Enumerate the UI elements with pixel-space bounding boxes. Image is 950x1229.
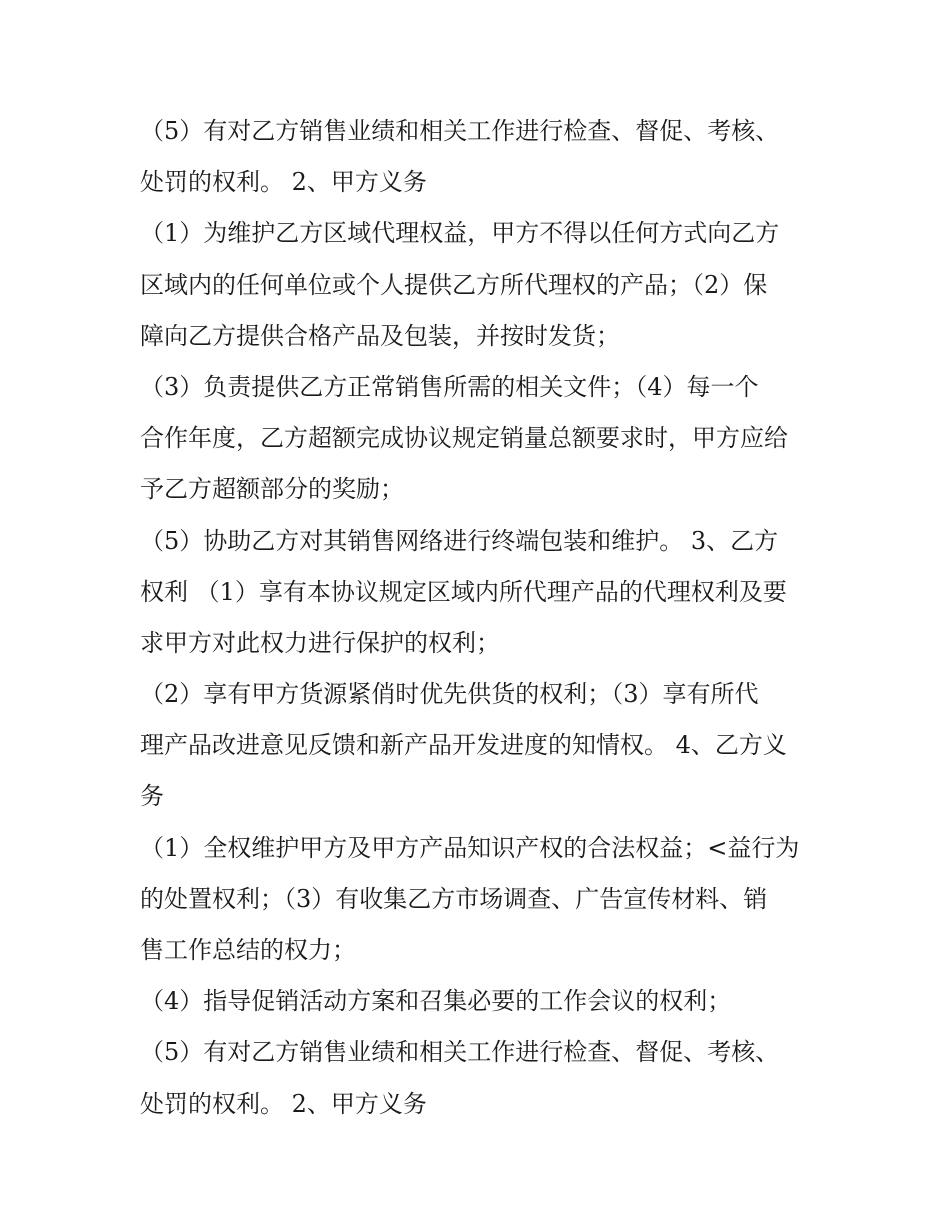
- text-line: 处罚的权利。 2、甲方义务: [140, 168, 427, 197]
- text-line: 的处置权利；（3）有收集乙方市场调查、广告宣传材料、销: [140, 884, 768, 913]
- text-line: 区域内的任何单位或个人提供乙方所代理权的产品；（2）保: [140, 270, 768, 299]
- text-line: （1）为维护乙方区域代理权益，甲方不得以任何方式向乙方: [140, 219, 780, 248]
- text-line: 处罚的权利。 2、甲方义务: [140, 1089, 427, 1118]
- text-line: 合作年度，乙方超额完成协议规定销量总额要求时，甲方应给: [140, 424, 788, 453]
- text-line: 理产品改进意见反馈和新产品开发进度的知情权。 4、乙方义: [140, 731, 787, 760]
- document-body: [140, 106, 820, 1130]
- text-line: 求甲方对此权力进行保护的权利；: [140, 628, 500, 657]
- text-line: 售工作总结的权力；: [140, 936, 356, 964]
- text-line: （5）有对乙方销售业绩和相关工作进行检查、督促、考核、: [140, 1038, 780, 1067]
- text-line: （5）有对乙方销售业绩和相关工作进行检查、督促、考核、: [140, 117, 780, 145]
- text-line: 权利 （1）享有本协议规定区域内所代理产品的代理权利及要: [140, 577, 787, 606]
- text-line: 务: [140, 782, 164, 811]
- text-line: （5）协助乙方对其销售网络进行终端包装和维护。 3、乙方: [140, 526, 779, 555]
- text-line: 障向乙方提供合格产品及包装，并按时发货；: [140, 321, 620, 350]
- text-line: （3）负责提供乙方正常销售所需的相关文件；（4）每一个: [140, 372, 759, 401]
- text-line: 予乙方超额部分的奖励；: [140, 475, 404, 504]
- text-line: （2）享有甲方货源紧俏时优先供货的权利；（3）享有所代: [140, 680, 759, 709]
- text-line: （1）全权维护甲方及甲方产品知识产权的合法权益；<益行为: [140, 833, 800, 862]
- text-line: （4）指导促销活动方案和召集必要的工作会议的权利；: [140, 987, 732, 1016]
